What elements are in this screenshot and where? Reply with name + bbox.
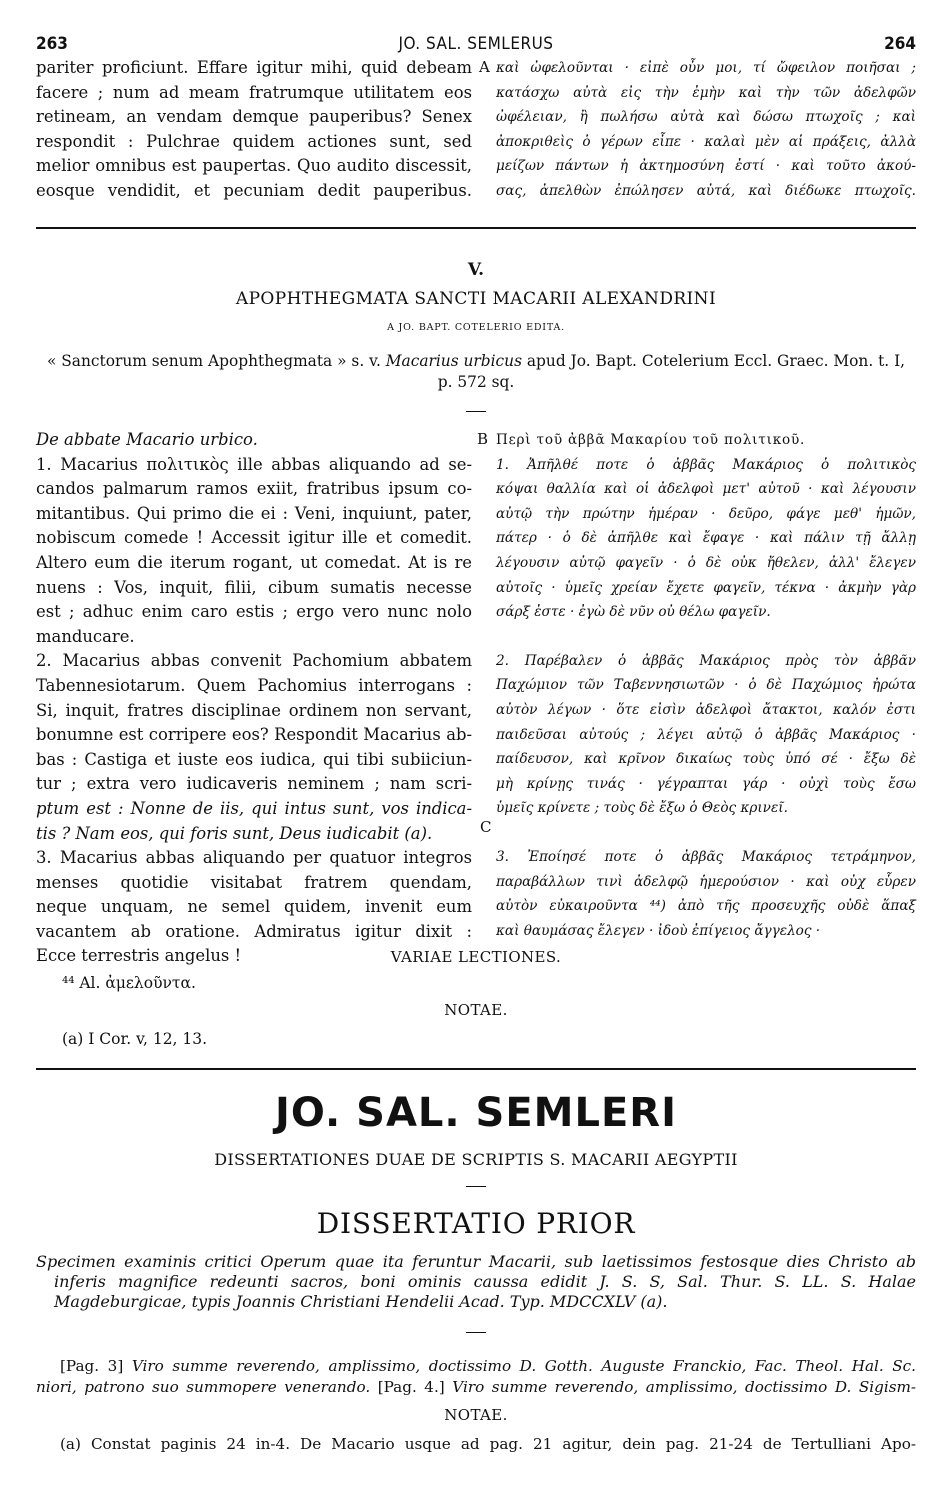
text-line: μείζων πάντων ἡ ἀκτημοσύνη ἐστί · καὶ τοῦτο ἀκού- (496, 158, 916, 175)
text-line: σας, ἀπελθὼν ἐπώλησεν αὐτά, καὶ διέδωκε πτωχοῖς. (496, 182, 916, 199)
margin-marker-a: A (479, 58, 490, 76)
right-page-number: 264 (884, 34, 916, 54)
citation-page: p. 572 sq. (437, 373, 515, 391)
text-line: μὴ κρίνῃς τινάς · γέγραπται γάρ · οὐχὶ τοὺς ἔσω (496, 775, 916, 792)
text-line: πάτερ · ὁ δὲ ἀπῆλθε καὶ ἔφαγε · καὶ πάλιν τῇ ἄλλῃ (496, 530, 916, 547)
text-line: 1. Ἀπῆλθέ ποτε ὁ ἀββᾶς Μακάριος ὁ πολιτικὸς (496, 456, 916, 473)
text-line: Παχώμιον τῶν Ταβεννησιωτῶν · ὁ δὲ Παχώμιος ἠρώτα (496, 677, 916, 694)
top-latin-column (36, 56, 472, 204)
text-line: Tabennesiotarum. Quem Pachomius interrogans : (36, 675, 472, 695)
text-line: κόψαι θαλλία καὶ οἱ ἀδελφοὶ μετ' αὐτοῦ · καὶ λέγουσιν (496, 481, 916, 498)
dedication-text: niori, patrono suo summopere venerando. (36, 1378, 371, 1396)
text-line: ἀποκριθεὶς ὁ γέρων εἶπε · καλαὶ μὲν αἱ πράξεις, ἀλλὰ (496, 133, 916, 150)
top-columns (36, 56, 916, 206)
text-line: λέγουσιν αὐτῷ φαγεῖν · ὁ δὲ οὐκ ἤθελεν, ἀλλ' ἔλεγεν (496, 554, 916, 571)
text-line: Ecce terrestris angelus ! (36, 946, 242, 966)
text-line: αὐτὸν λέγων · ὅτε εἰσὶν ἀδελφοὶ ἄτακτοι, καλόν ἐστι (496, 701, 916, 718)
text-line: Specimen examinis critici Operum quae ita feruntur Macarii, sub laetissimos festosque dies Christo ab (36, 1252, 916, 1271)
text-line: nobiscum comede ! Accessit igitur ille et comedit. (36, 528, 472, 548)
text-line: candos palmarum ramos exiit, fratribus ipsum co- (36, 479, 472, 499)
dedication-text: Viro summe reverendo, amplissimo, doctissimo D. Gotth. Auguste Franckio, Fac. Theol. Hal. Sc. (131, 1357, 917, 1375)
text-line: menses quotidie visitabat fratrem quendam, (36, 872, 472, 892)
page-ref: [Pag. 4.] (377, 1378, 445, 1396)
text-line: est ; adhuc enim caro estis ; ergo vero nunc nolo (36, 602, 472, 622)
text-line: (a) Constat paginis 24 in-4. De Macario usque ad pag. 21 agitur, dein pag. 21-24 de Tertulliani Apo- (60, 1435, 916, 1453)
dissertation-heading: DISSERTATIO PRIOR (316, 1207, 636, 1240)
main-latin-column (36, 428, 472, 969)
latin-heading: De abbate Macario urbico. (36, 430, 258, 449)
section-number: V. (467, 260, 485, 280)
text-line: αὐτὸν εὐκαιροῦντα ⁴⁴) ἀπὸ τῆς προσευχῆς οὐδὲ ἅπαξ (496, 898, 916, 915)
document-page (36, 30, 917, 1453)
text-line: 3. Macarius abbas aliquando per quatuor integros (36, 848, 472, 868)
text-line: καὶ θαυμάσας ἔλεγεν · ἰδοὺ ἐπίγειος ἄγγελος · (496, 922, 821, 939)
variae-lectiones-heading: VARIAE LECTIONES. (390, 948, 562, 966)
citation-text: « Sanctorum senum Apophthegmata » s. v. (46, 352, 381, 370)
notae-heading: NOTAE. (444, 1001, 508, 1019)
text-line: nuens : Vos, inquit, filii, cibum sumatis necesse (36, 577, 472, 597)
left-page-number: 263 (36, 34, 68, 54)
text-line: vacantem ab oratione. Admiratus igitur dixit : (36, 921, 472, 941)
text-line: 1. Macarius πολιτικὸς ille abbas aliquando ad se- (36, 454, 472, 474)
text-line: παραβάλλων τινὶ ἀδελφῷ ἡμερούσιον · καὶ οὐχ εὗρεν (496, 873, 916, 890)
short-rule (466, 411, 486, 412)
top-greek-column (496, 56, 916, 204)
text-line: bas : Castiga et iuste eos iudica, qui tibi subiiciun- (36, 749, 472, 769)
text-line: σάρξ ἐστε · ἐγὼ δὲ νῦν οὐ θέλω φαγεῖν. (496, 604, 771, 621)
footnote-a-2 (60, 1434, 916, 1455)
text-line: inferis magnifice redeunti sacros, boni ominis caussa edidit J. S. S, Sal. Thur. S. LL. S. Halae (54, 1272, 916, 1291)
part-divider (36, 1068, 916, 1070)
text-line: neque unquam, ne semel quidem, invenit eum (36, 897, 472, 917)
text-line: αὐτοῖς · ὑμεῖς χρείαν ἔχετε φαγεῖν, τέκνα · ἀκμὴν γὰρ (496, 579, 916, 596)
text-line: eosque vendidit, et pecuniam dedit pauperibus. (36, 180, 472, 200)
greek-heading: Περὶ τοῦ ἀββᾶ Μακαρίου τοῦ πολιτικοῦ. (496, 432, 806, 448)
text-line: pariter proficiunt. Effare igitur mihi, quid debeam (36, 58, 472, 77)
text-line: mitantibus. Qui primo die ei : Veni, inquiunt, pater, (36, 503, 472, 523)
text-line: παιδεῦσαι αὐτούς ; λέγει αὐτῷ ὁ ἀββᾶς Μακάριος · (496, 726, 916, 743)
text-line: καὶ ὠφελοῦνται · εἰπὲ οὖν μοι, τί ὤφειλον ποιῆσαι ; (496, 60, 916, 76)
main-greek-column (496, 428, 916, 943)
dedication-continued (36, 1377, 916, 1398)
source-citation (36, 351, 916, 393)
text-line: ὠφέλειαν, ἢ πωλήσω αὐτὰ καὶ δώσω πτωχοῖς ; καὶ (496, 109, 916, 126)
part-subtitle: DISSERTATIONES DUAE DE SCRIPTIS S. MACARII AEGYPTII (214, 1150, 738, 1169)
text-line: 3. Ἐποίησέ ποτε ὁ ἀββᾶς Μακάριος τετράμηνον, (496, 848, 916, 865)
running-header (36, 30, 916, 56)
text-line: tur ; extra vero iudicaveris neminem ; nam scri- (36, 774, 472, 794)
short-rule (466, 1332, 486, 1333)
text-line: ὑμεῖς κρίνετε ; τοὺς δὲ ἔξω ὁ Θεὸς κρινεῖ. (496, 800, 788, 817)
text-line: ptum est : Nonne de iis, qui intus sunt, vos indica- (36, 798, 472, 818)
text-line: manducare. (36, 626, 135, 646)
citation-text: apud Jo. Bapt. Cotelerium Eccl. Graec. Mon. t. I, (526, 352, 906, 370)
text-line: tis ? Nam eos, qui foris sunt, Deus iudicabit (a). (36, 823, 433, 843)
footnote-a: (a) I Cor. v, 12, 13. (62, 1030, 208, 1048)
text-line: melior omnibus est paupertas. Quo audito discessit, (36, 156, 472, 176)
short-rule (466, 1186, 486, 1187)
text-line: respondit : Pulchrae quidem actiones sunt, sed (36, 131, 472, 151)
text-line: bonumne est corripere eos? Respondit Macarius ab- (36, 725, 472, 745)
citation-italic: Macarius urbicus (385, 352, 522, 370)
section-title: APOPHTHEGMATA SANCTI MACARII ALEXANDRINI (235, 289, 717, 309)
margin-marker-c: C (480, 818, 492, 836)
text-line: αὐτῷ τὴν πρώτην ἡμέραν · δεῦρο, φάγε μεθ' ἡμῶν, (496, 505, 916, 522)
running-title: JO. SAL. SEMLERUS (398, 34, 554, 54)
text-line: Altero eum die iterum rogant, ut comedat. At is re (36, 552, 472, 572)
text-line: κατάσχω αὐτὰ εἰς τὴν ἐμὴν καὶ τὴν τῶν ἀδελφῶν (496, 84, 916, 101)
text-line: Magdeburgicae, typis Joannis Christiani Hendelii Acad. Typ. MDCCXLV (a). (54, 1292, 668, 1311)
text-line: παίδευσον, καὶ κρῖνον δικαίως τοὺς ὑπό σέ · ἔξω δὲ (496, 751, 916, 768)
dedication-text: Viro summe reverendo, amplissimo, doctissimo D. Sigism- (452, 1378, 917, 1396)
section-divider (36, 227, 916, 229)
specimen-paragraph (36, 1252, 916, 1312)
edition-note: A JO. BAPT. COTELERIO EDITA. (387, 322, 565, 333)
text-line: retineam, an vendam demque pauperibus? Senex (36, 107, 472, 127)
text-line: Si, inquit, fratres disciplinae ordinem non servant, (36, 700, 472, 720)
dedication-paragraph (60, 1356, 916, 1377)
text-line: 2. Macarius abbas convenit Pachomium abbatem (36, 651, 472, 671)
text-line: 2. Παρέβαλεν ὁ ἀββᾶς Μακάριος πρὸς τὸν ἀββᾶν (496, 652, 916, 669)
margin-marker-b: B (477, 430, 489, 448)
text-line: facere ; num ad meam fratrumque utilitatem eos (36, 82, 472, 102)
page-ref: [Pag. 3] (60, 1357, 124, 1375)
variant-note: ⁴⁴ Al. ἀμελοῦντα. (62, 974, 196, 992)
notae-heading-2: NOTAE. (444, 1406, 508, 1424)
text-line (36, 1377, 916, 1398)
part-title: JO. SAL. SEMLERI (275, 1090, 677, 1136)
text-line (60, 1356, 916, 1377)
